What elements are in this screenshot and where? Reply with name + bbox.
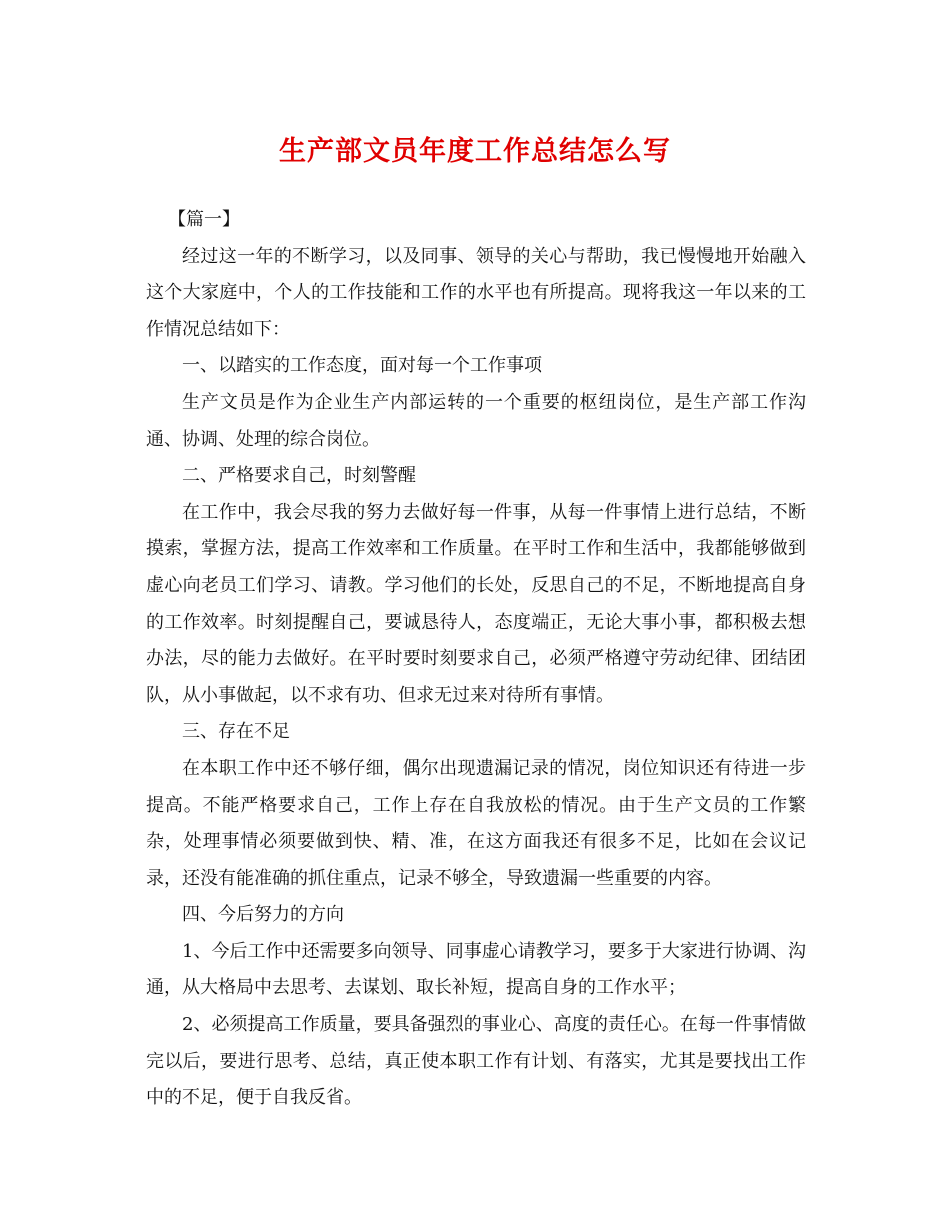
heading-1: 一、以踏实的工作态度，面对每一个工作事项 (182, 355, 542, 377)
document-title: 生产部文员年度工作总结怎么写 (279, 136, 671, 167)
section-tag: 【篇一】 (168, 209, 240, 230)
list-item-2: 2、必须提高工作质量，要具备强烈的事业心、高度的责任心。在每一件事情做完以后，要进行思考、总结，真正使本职工作有计划、有落实，尤其是要找出工作中的不足，便于自我反省。 (146, 1014, 806, 1109)
list-item-1: 1、今后工作中还需要多向领导、同事虚心请教学习，要多于大家进行协调、沟通，从大格局中去思考、去谋划、取长补短，提高自身的工作水平； (146, 940, 806, 999)
paragraph-3: 在本职工作中还不够仔细，偶尔出现遗漏记录的情况，岗位知识还有待进一步提高。不能严格要求自己，工作上存在自我放松的情况。由于生产文员的工作繁杂，处理事情必须要做到快、精、准，在这方面我还有很多不足，比如在会议记录，还没有能准确的抓住重点，记录不够全，导致遗漏一些重要的内容。 (146, 757, 806, 889)
paragraph-1: 生产文员是作为企业生产内部运转的一个重要的枢纽岗位，是生产部工作沟通、协调、处理的综合岗位。 (146, 391, 806, 450)
document-body (146, 202, 806, 1117)
heading-2: 二、严格要求自己，时刻警醒 (182, 465, 416, 487)
paragraph-2: 在工作中，我会尽我的努力去做好每一件事，从每一件事情上进行总结，不断摸索，掌握方法，提高工作效率和工作质量。在平时工作和生活中，我都能够做到虚心向老员工们学习、请教。学习他们的长处，反思自己的不足，不断地提高自身的工作效率。时刻提醒自己，要诚恳待人，态度端正，无论大事小事，都积极去想办法，尽的能力去做好。在平时要时刻要求自己，必须严格遵守劳动纪律、团结团队，从小事做起，以不求有功、但求无过来对待所有事情。 (146, 501, 806, 706)
heading-3: 三、存在不足 (182, 721, 290, 743)
intro-paragraph: 经过这一年的不断学习，以及同事、领导的关心与帮助，我已慢慢地开始融入这个大家庭中，个人的工作技能和工作的水平也有所提高。现将我这一年以来的工作情况总结如下： (146, 245, 806, 340)
heading-4: 四、今后努力的方向 (182, 904, 344, 926)
